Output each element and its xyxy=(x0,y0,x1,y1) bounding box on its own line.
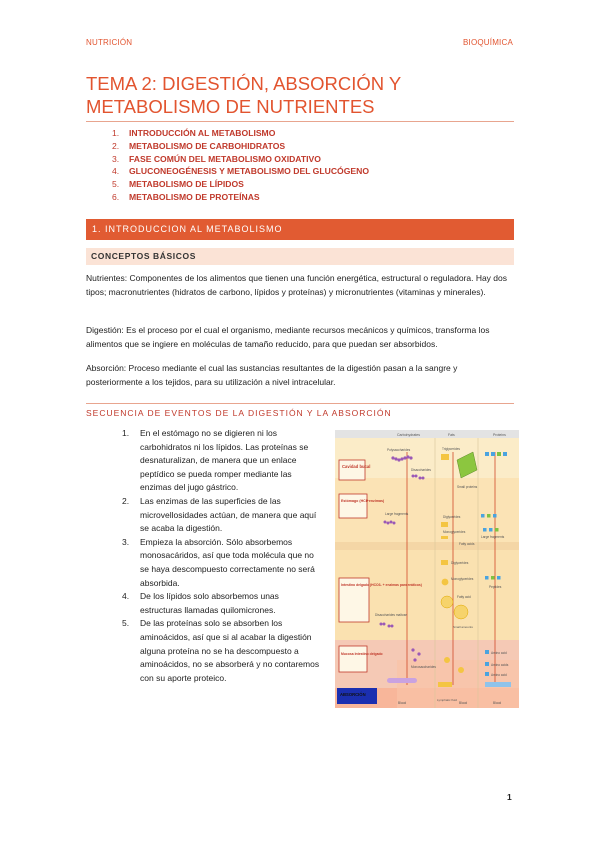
stage-box-mouth xyxy=(339,460,365,480)
page-title: TEMA 2: DIGESTIÓN, ABSORCIÓN Y METABOLISMO DE NUTRIENTES xyxy=(86,73,401,117)
label-monoglycerides-intestine: Monoglycerides xyxy=(451,577,474,581)
list-item: 2. Las enzimas de las superficies de las microvellosidades actúan, de manera que aquí se acaba la digestión. xyxy=(122,495,317,534)
label-large-fragments: Large fragments xyxy=(385,512,409,516)
header-subject: NUTRICIÓN xyxy=(86,38,133,47)
toc-item[interactable]: 3. FASE COMÚN DEL METABOLISMO OXIDATIVO xyxy=(112,153,321,164)
monosaccharide-absorbed xyxy=(387,678,417,683)
column-header-proteins: Proteins xyxy=(493,433,506,437)
label-monosaccharides: Monosaccharides xyxy=(411,665,436,669)
toc-item[interactable]: 6. METABOLISMO DE PROTEÍNAS xyxy=(112,191,260,202)
peptide-group xyxy=(485,576,501,580)
triglyceride-block xyxy=(441,454,449,460)
label-small-proteins: Small proteins xyxy=(457,485,478,489)
label-monoglycerides: Monoglycerides xyxy=(443,530,466,534)
stage-box-mucosa xyxy=(339,646,367,672)
list-item: 1. En el estómago no se digieren ni los carbohidratos ni los lípidos. Las proteínas se desnaturalizan, de manera que un enlace peptídico se pueda romper mediante las enzimas del jugo gástrico. xyxy=(122,428,309,493)
paragraph-digestion: Digestión: Es el proceso por el cual el organismo, mediante recursos mecánicos y químicos, transforma los alimentos que se ingiere en moléculas de tamaño reducido, para que puedan ser absorbidos. xyxy=(86,325,490,349)
list-item: 3. Empieza la absorción. Sólo absorbemos monosacáridos, así que toda molécula que no se haya descompuesto correctamente no será absorbida. xyxy=(122,536,315,588)
band-separator xyxy=(335,542,519,550)
stage-label-intestine: Intestino delgado (HCO3- + enzimas pancreáticos) xyxy=(341,583,422,587)
lipid-micelle xyxy=(441,596,453,608)
stage-label-mouth: Cavidad bucal xyxy=(342,464,371,469)
label-amino-acid: Amino acid xyxy=(491,651,507,655)
digestion-absorption-figure xyxy=(335,430,519,708)
label-disaccharides-maltose: Disaccharides maltose xyxy=(375,613,408,617)
section-heading-secuencia: SECUENCIA DE EVENTOS DE LA DIGESTIÓN Y LA ABSORCIÓN xyxy=(86,408,392,418)
title-divider xyxy=(86,121,514,122)
label-diglycerides: Diglycerides xyxy=(443,515,461,519)
toc-item[interactable]: 4. GLUCONEOGÉNESIS Y METABOLISMO DEL GLUCÓGENO xyxy=(112,166,370,177)
toc-item[interactable]: 2. METABOLISMO DE CARBOHIDRATOS xyxy=(112,140,286,151)
label-amino-acids: Amino acids xyxy=(491,663,509,667)
page-number: 1 xyxy=(507,792,512,802)
list-item: 4. De los lípidos solo absorbemos unas estructuras llamadas quilomicrones. xyxy=(122,591,279,615)
label-fatty-acid: Fatty acid xyxy=(457,595,471,599)
toc-item[interactable]: 5. METABOLISMO DE LÍPIDOS xyxy=(112,179,244,190)
steps-list xyxy=(122,427,322,685)
toc-item[interactable]: 1. INTRODUCCIÓN AL METABOLISMO xyxy=(112,128,276,138)
label-small-amounts: Small amounts xyxy=(453,625,473,629)
amino-acid-absorbed xyxy=(485,682,511,687)
section-heading-introduccion: 1. INTRODUCCION AL METABOLISMO xyxy=(86,219,514,240)
label-diglycerides-intestine: Diglycerides xyxy=(451,561,469,565)
paragraph-nutrientes: Nutrientes: Componentes de los alimentos que tienen una función energética, estructural o reguladora. Hay dos tipos; macronutrientes (hidratos de carbono, lípidos y proteínas) y micronutrientes (vitaminas y minerales). xyxy=(86,273,508,297)
label-fatty-acids: Fatty acids xyxy=(459,542,475,546)
table-of-contents xyxy=(112,127,369,204)
stage-label-stomach: Estómago (HCl+enzimas) xyxy=(341,499,385,503)
header-course: BIOQUÍMICA xyxy=(462,38,513,47)
figure-header-band xyxy=(335,430,519,438)
paragraph-absorcion: Absorción: Proceso mediante el cual las sustancias resultantes de la digestión pasan a la sangre y posteriormente a los tejidos, para su utilización a nivel intracelular. xyxy=(86,363,458,387)
section-divider xyxy=(86,403,514,404)
label-peptides: Peptides xyxy=(489,585,502,589)
micelle xyxy=(442,579,449,586)
label-disaccharides: Disaccharides xyxy=(411,468,432,472)
label-polysaccharides: Polysaccharides xyxy=(387,448,411,452)
label-blood-protein: Blood xyxy=(493,701,502,705)
column-header-fats: Fats xyxy=(448,433,455,437)
stage-box-stomach xyxy=(339,494,367,518)
label-blood-fat: Blood xyxy=(459,701,468,705)
subsection-heading-conceptos: CONCEPTOS BÁSICOS xyxy=(86,248,514,265)
column-header-carbohydrates: Carbohydrates xyxy=(397,433,420,437)
label-amino-acid-2: Amino acid xyxy=(491,673,507,677)
label-blood-carb: Blood xyxy=(398,701,407,705)
chylomicron xyxy=(454,605,468,619)
label-large-fragments-protein: Large fragments xyxy=(481,535,505,539)
label-lymph: Lymphatic fluid xyxy=(437,698,457,702)
label-triglycerides: Triglycerides xyxy=(442,447,460,451)
stage-label-mucosa: Mucosa Intestino delgado xyxy=(341,652,383,656)
list-item: 5. De las proteínas solo se absorben los aminoácidos, así que si al acabar la digestión alguna proteína no se ha descompuesto a aminoácidos, no se absorberá y no contaremos con su aporte proteico. xyxy=(122,618,320,683)
stage-label-absorption: ABSORCIÓN xyxy=(340,692,366,697)
lymph-absorbed xyxy=(438,682,452,687)
